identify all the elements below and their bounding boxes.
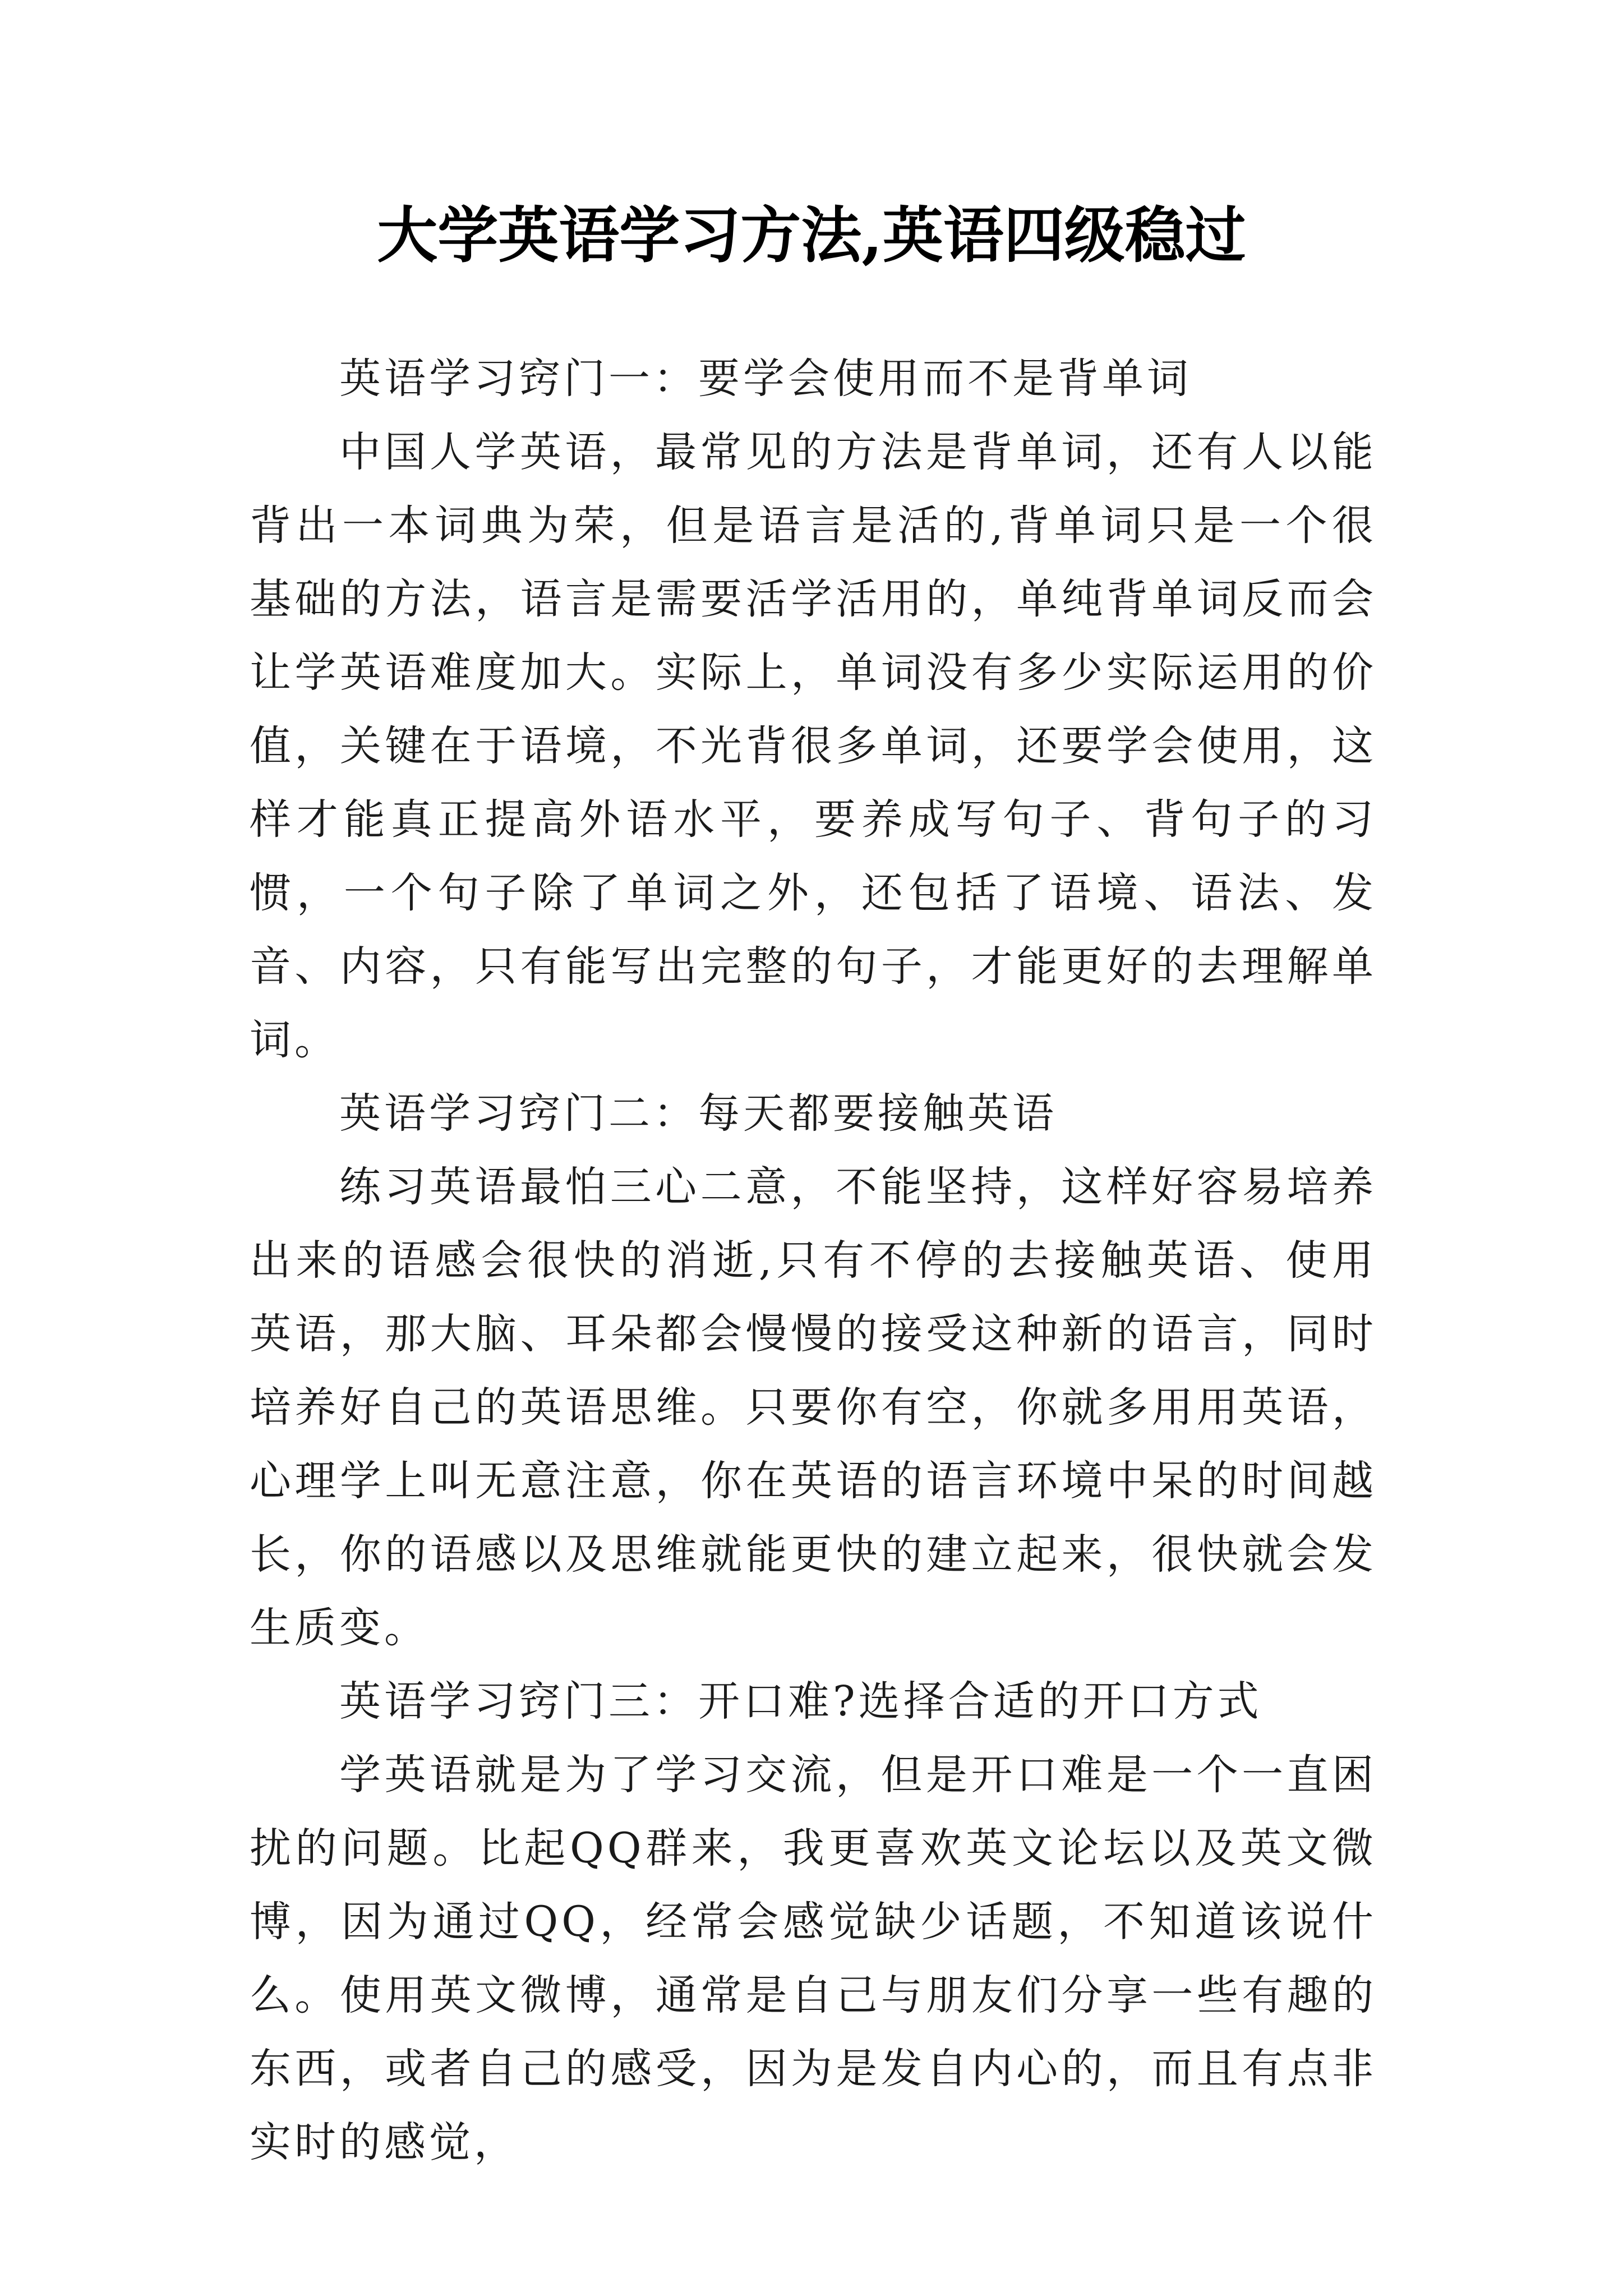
section-heading-3: 英语学习窍门三：开口难?选择合适的开口方式 [339, 1677, 1262, 1726]
document-title: 大学英语学习方法,英语四级稳过 [377, 200, 1246, 271]
document-body [250, 342, 1377, 2179]
paragraph-2: 练习英语最怕三心二意，不能坚持，这样好容易培养出来的语感会很快的消逝,只有不停的去接触英语、使用英语，那大脑、耳朵都会慢慢的接受这种新的语言，同时培养好自己的英语思维。只要你有空，你就多用用英语，心理学上叫无意注意，你在英语的语言环境中呆的时间越长，你的语感以及思维就能更快的建立起来，很快就会发生质变。 [250, 1163, 1377, 1652]
section-heading-1: 英语学习窍门一：要学会使用而不是背单词 [339, 355, 1192, 403]
paragraph-1: 中国人学英语，最常见的方法是背单词，还有人以能背出一本词典为荣，但是语言是活的,背单词只是一个很基础的方法，语言是需要活学活用的，单纯背单词反而会让学英语难度加大。实际上，单词没有多少实际运用的价值，关键在于语境，不光背很多单词，还要学会使用，这样才能真正提高外语水平，要养成写句子、背句子的习惯，一个句子除了单词之外，还包括了语境、语法、发音、内容，只有能写出完整的句子，才能更好的去理解单词。 [250, 428, 1377, 1064]
section-heading-2: 英语学习窍门二：每天都要接触英语 [339, 1089, 1057, 1138]
paragraph-3: 学英语就是为了学习交流，但是开口难是一个一直困扰的问题。比起QQ群来，我更喜欢英文论坛以及英文微博，因为通过QQ，经常会感觉缺少话题，不知道该说什么。使用英文微博，通常是自己与朋友们分享一些有趣的东西，或者自己的感受，因为是发自内心的，而且有点非实时的感觉， [250, 1751, 1377, 2166]
